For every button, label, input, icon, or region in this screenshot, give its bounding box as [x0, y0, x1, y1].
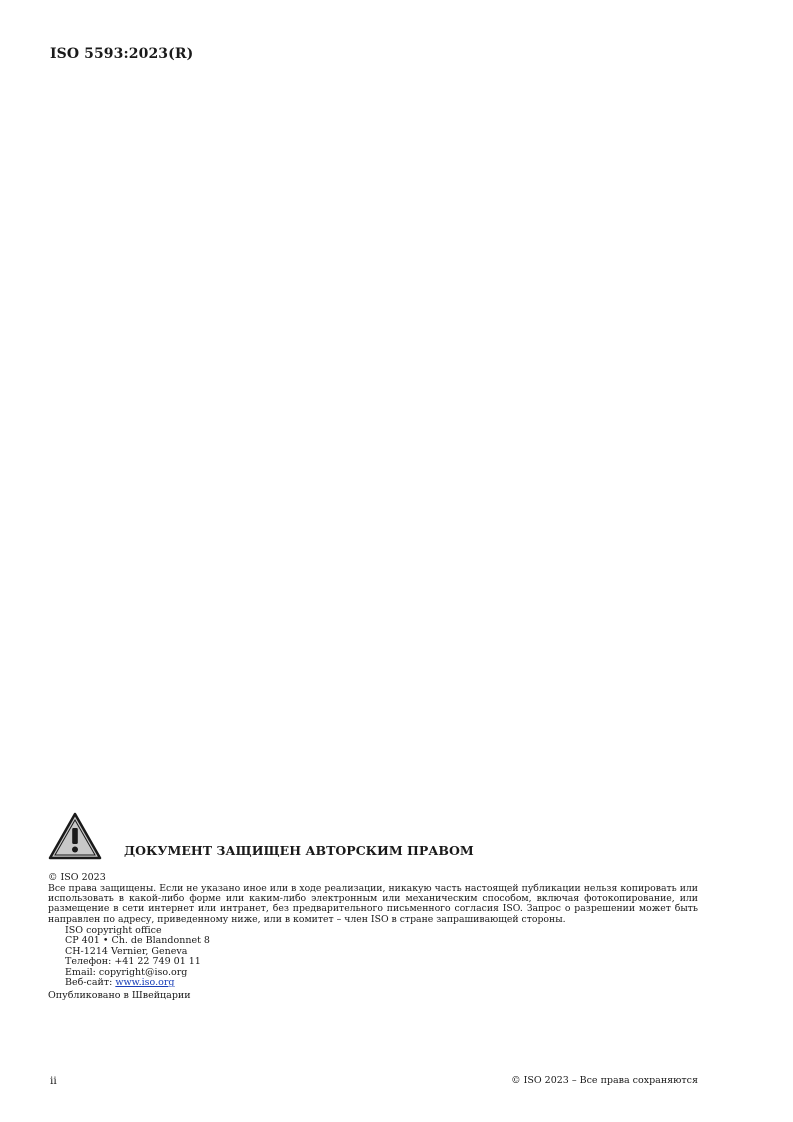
notice-body: Все права защищены. Если не указано иное или в ходе реализации, никакую часть настоящей публикации нельзя копировать или использовать в какой-либо форме или каким-либо электронным или механическим способом, включая фотокопирование, или размещение в сети интернет или интранет, без предварительного письменного согласия ISO. Запрос о разрешении может быть направлен по адресу, приведенному ниже, или в комитет – член ISO в стране запрашивающей стороны. — [48, 883, 698, 925]
address-email: Email: copyright@iso.org — [65, 966, 188, 978]
page-number: ii — [50, 1075, 57, 1087]
copyright-notice — [48, 810, 698, 1002]
address-street: CP 401 • Ch. de Blandonnet 8 — [65, 935, 210, 947]
address-web — [65, 978, 698, 989]
copyright-line: © ISO 2023 — [48, 872, 106, 883]
address-city: CH-1214 Vernier, Geneva — [65, 945, 188, 957]
website-link[interactable]: www.iso.org — [115, 977, 175, 989]
published-in: Опубликовано в Швейцарии — [48, 989, 191, 1001]
document-reference: ISO 5593:2023(R) — [50, 46, 194, 62]
address-office: ISO copyright office — [65, 924, 162, 936]
address-phone: Телефон: +41 22 749 01 11 — [65, 956, 201, 968]
warning-triangle-icon — [48, 812, 102, 860]
web-label: Веб-сайт: — [65, 977, 116, 989]
notice-title: ДОКУМЕНТ ЗАЩИЩЕН АВТОРСКИМ ПРАВОМ — [124, 843, 474, 858]
notice-header — [48, 810, 698, 860]
address-block — [65, 926, 698, 989]
footer-copyright: © ISO 2023 – Все права сохраняются — [511, 1075, 698, 1086]
